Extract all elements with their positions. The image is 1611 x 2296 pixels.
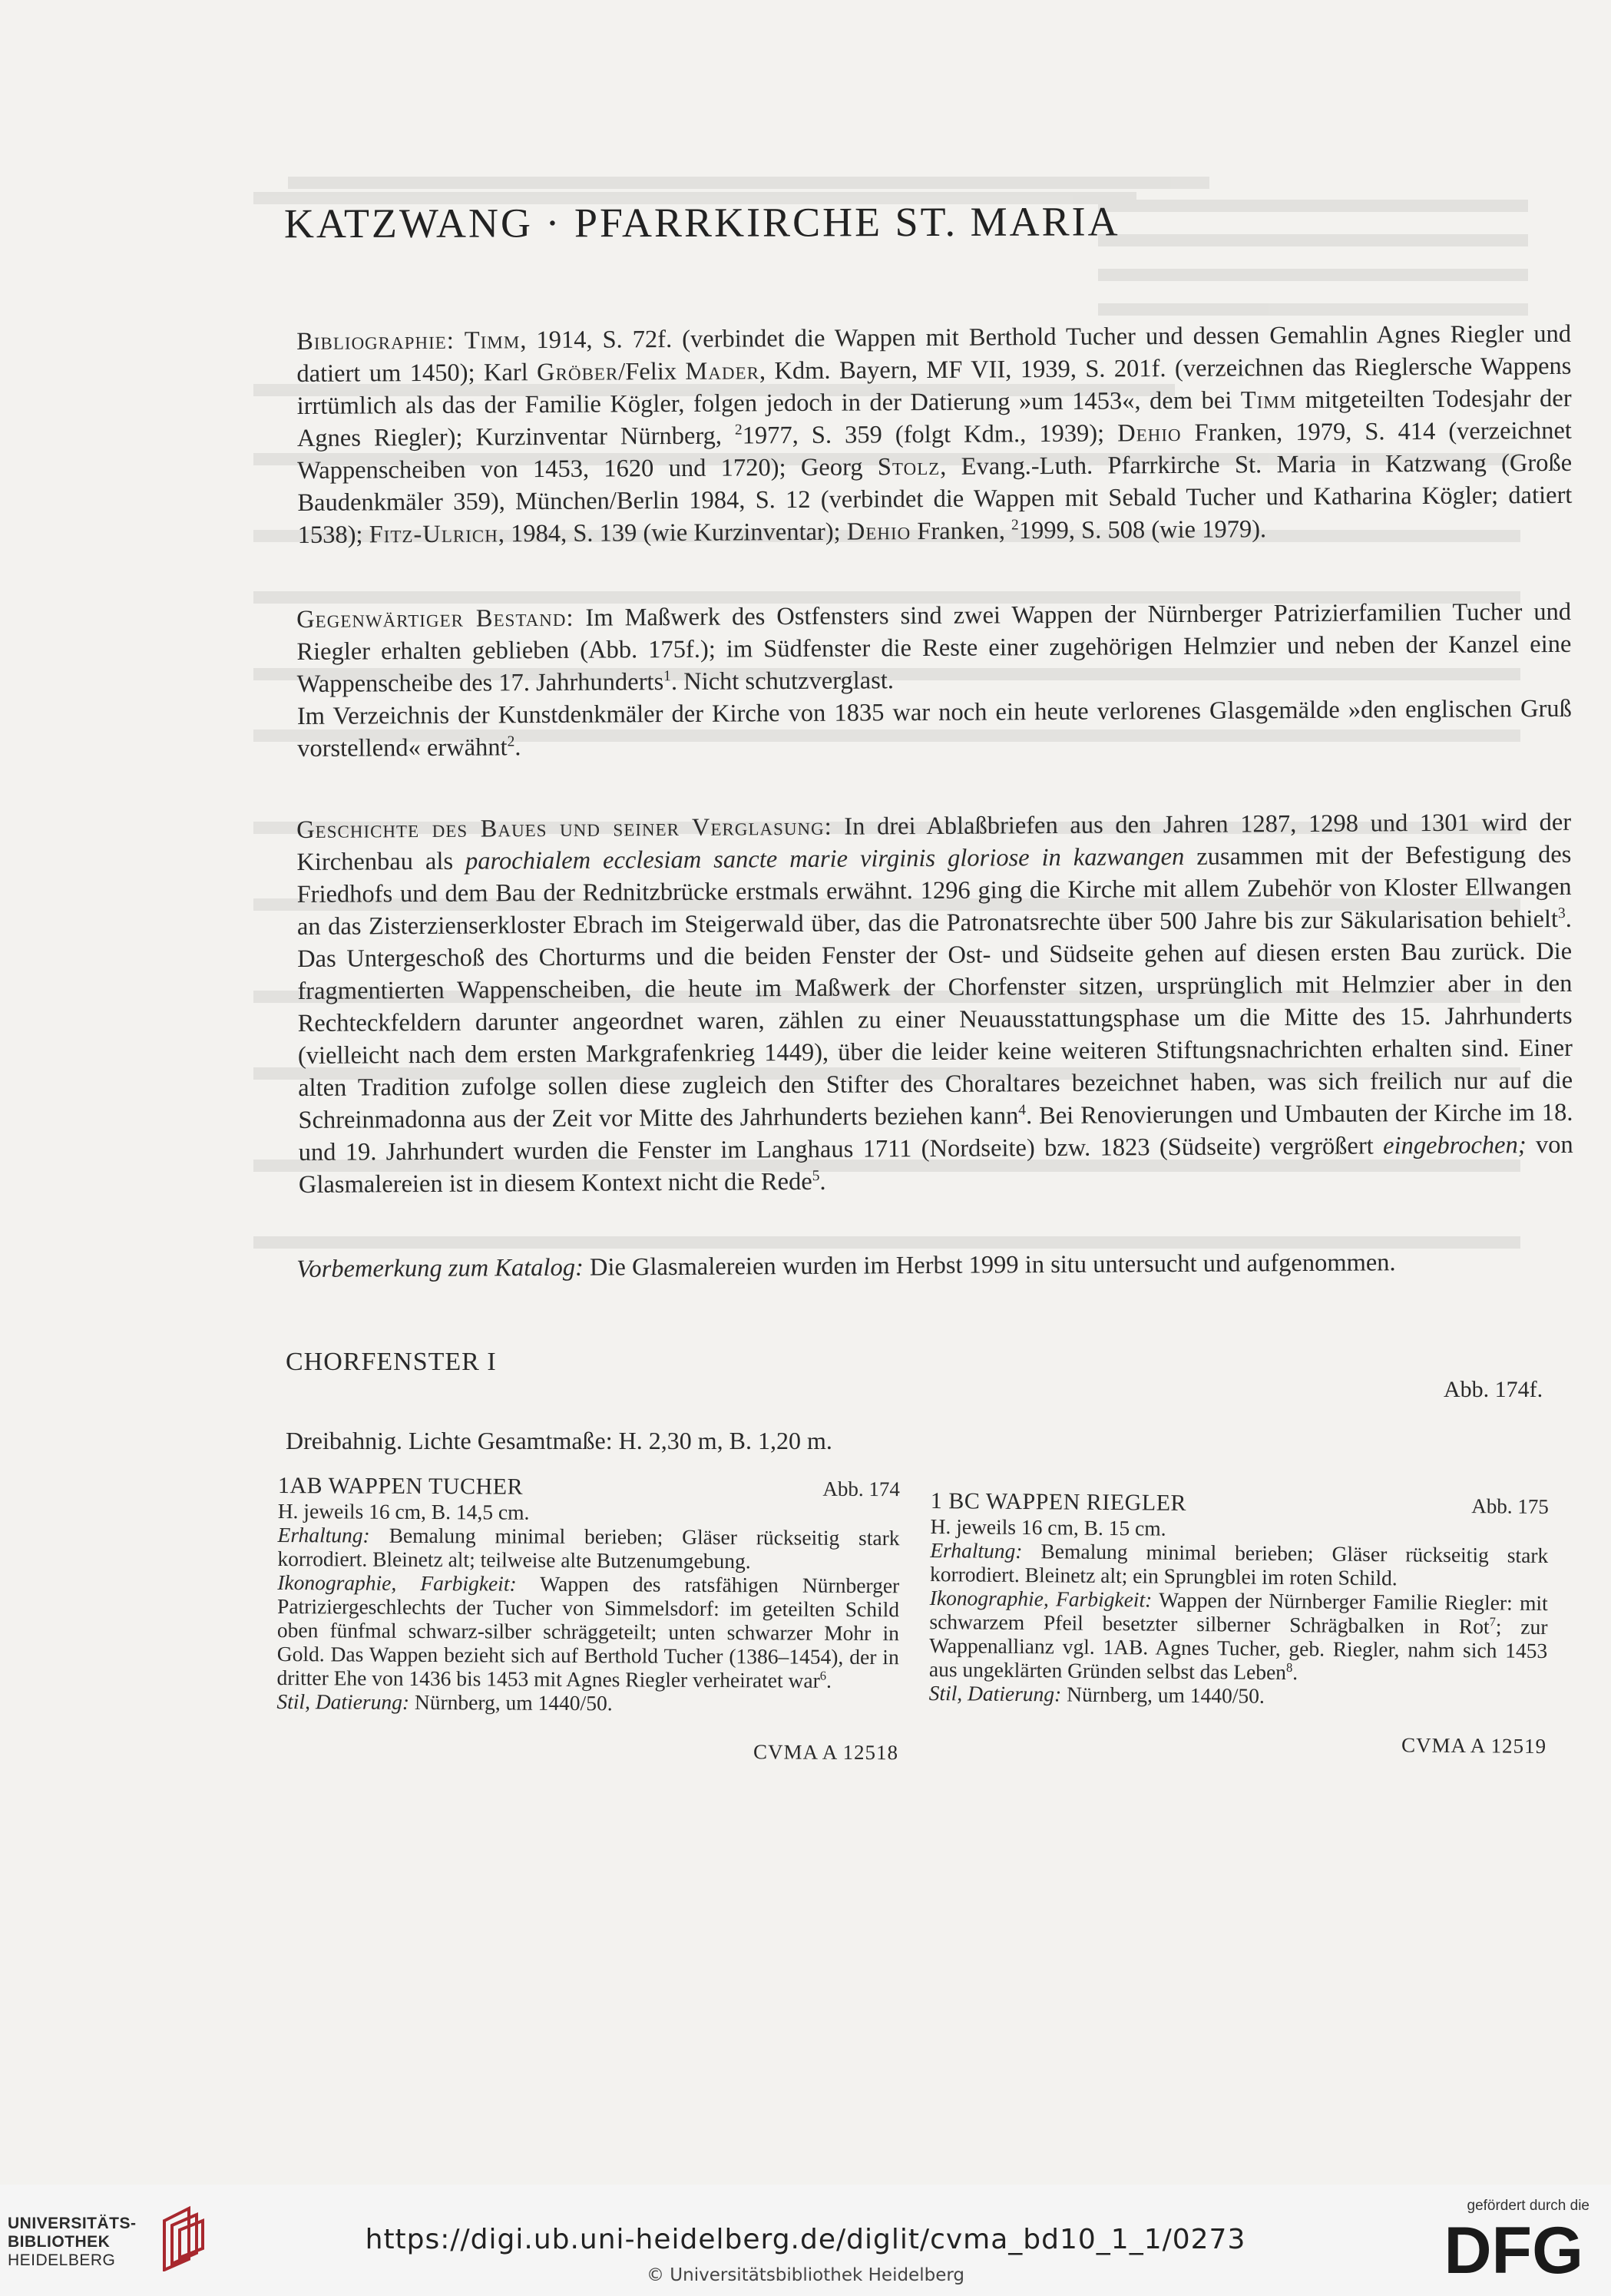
bibliography-paragraph: Bibliographie: Timm, 1914, S. 72f. (verbindet die Wappen mit Berthold Tucher und dessen Gemahlin Agnes Riegler und datiert um 1450); Karl Gröber/Felix Mader, Kdm. Bayern, MF VII, 1939, S. 201f. (verzeichnen das Rieglersche Wappens irrtümlich als das der Familie Kögler, folgen jedoch in der Datierung »um 1453«, dem bei Timm mitgeteilten Todesjahr der Agnes Riegler); Kurzinventar Nürnberg, $^2$1977, S. 359 (folgt Kdm., 1939); Dehio Franken, 1979, S. 414 (verzeichnet Wappenscheiben von 1453, 1620 und 1720); Georg Stolz, Evang.-Luth. Pfarrkirche St. Maria in Katzwang (Große Baudenkmäler 359), München/Berlin 1984, S. 12 (verbindet die Wappen mit Sebald Tucher und Katharina Kögler; datiert 1538); Fitz-Ulrich, 1984, S. 139 (wie Kurzinventar); Dehio Franken, $^2$1999, S. 508 (wie 1979). (296, 319, 1573, 549)
section-figure-ref: Abb. 174f. (1444, 1377, 1543, 1402)
bleed-through-line (1098, 303, 1528, 316)
entry-stil: Stil, Datierung: Nürnberg, um 1440/50. (276, 1689, 613, 1715)
catalog-entry-riegler (928, 1488, 1549, 1758)
entry-ikonographie: Ikonographie, Farbigkeit: Wappen der Nürnberger Familie Riegler: mit schwarzem Pfeil besetzter silberner Schrägbalken in Rot$^7$; zur Wappenallianz vgl. 1AB. Agnes Tucher, geb. Riegler, nahm sich 1453 aus ungeklärten Gründen selbst das Leben$^8$. (928, 1585, 1548, 1685)
vorbemerkung-paragraph: Vorbemerkung zum Katalog: Die Glasmalereien wurden im Herbst 1999 in situ untersucht und aufgenommen. (296, 1249, 1396, 1283)
entry-erhaltung: Erhaltung: Bemalung minimal berieben; Gläser rückseitig stark korrodiert. Bleinetz alt; ein Sprungblei im roten Schild. (929, 1537, 1549, 1590)
copyright-notice: © Universitätsbibliothek Heidelberg (646, 2265, 964, 2285)
section-heading: CHORFENSTER I (286, 1348, 497, 1376)
library-logo[interactable]: UNIVERSITÄTS- BIBLIOTHEK HEIDELBERG (8, 2215, 137, 2269)
geschichte-paragraph: Geschichte des Baues und seiner Verglasung: In drei Ablaßbriefen aus den Jahren 1287, 1298 und 1301 wird der Kirchenbau als parochialem ecclesiam sancte marie virginis gloriose in kazwangen zusammen mit der Befestigung des Friedhofs und dem Bau der Rednitzbrücke erstmals erwähnt. 1296 ging die Kirche mit allem Zubehör von Kloster Ellwangen an das Zisterzienserkloster Ebrach im Steigerwald über, das die Patronatsrechte über 500 Jahre bis zur Säkularisation behielt$^3$. Das Untergeschoß des Chorturms und die beiden Fenster der Ost- und Südseite gehen auf diesen ersten Bau zurück. Die fragmentierten Wappenscheiben, die heute im Maßwerk der Chorfenster sitzen, ursprünglich mit Helmzier aber in den Rechteckfeldern darunter angeordnet waren, zählen zu einer Neuausstattungsphase um die Mitte des 15. Jahrhunderts (vielleicht nach dem ersten Markgrafenkrieg 1449), über die leider keine weiteren Stiftungsnachrichten erhalten sind. Einer alten Tradition zufolge sollen diese zugleich den Stifter des Choraltares bezeichnet haben, was sich freilich nur auf die Schreinmadonna aus der Zeit vor Mitte des Jahrhunderts beziehen kann$^4$. Bei Renovierungen und Umbauten der Kirche im 18. und 19. Jahrhundert wurden die Fenster im Langhaus 1711 (Nordseite) bzw. 1823 (Südseite) vergrößert eingebrochen; von Glasmalereien ist in diesem Kontext nicht die Rede$^5$. (296, 808, 1573, 1199)
permalink-url[interactable]: https://digi.ub.uni-heidelberg.de/diglit/cvma_bd10_1_1/0273 (365, 2224, 1246, 2255)
entry-header (278, 1473, 900, 1502)
bleed-through-line (1098, 269, 1528, 281)
page-title: KATZWANG · PFARRKIRCHE ST. MARIA (283, 198, 1120, 247)
bleed-through-line (288, 177, 1209, 189)
entry-figure-ref: Abb. 175 (1471, 1494, 1549, 1519)
dfg-logo-icon[interactable] (1433, 2218, 1586, 2282)
dfg-logo-text: DFG (1444, 2218, 1583, 2279)
cvma-number: CVMA A 12518 (753, 1740, 899, 1765)
funding-note: gefördert durch die (1467, 2198, 1589, 2214)
bestand-paragraph: Gegenwärtiger Bestand: Im Maßwerk des Ostfensters sind zwei Wappen der Nürnberger Patrizierfamilien Tucher und Riegler erhalten geblieben (Abb. 175f.); im Südfenster die Reste einer zugehörigen Helmzier und neben der Kanzel eine Wappenscheibe des 17. Jahrhunderts$^1$. Nicht schutzverglast. Im Verzeichnis der Kunstdenkmäler der Kirche von 1835 war noch ein heute verlorenes Glasgemälde »den englischen Gruß vorstellend« erwähnt$^2$. (296, 597, 1572, 763)
entry-erhaltung: Erhaltung: Bemalung minimal berieben; Gläser rückseitig stark korrodiert. Bleinetz alt; teilweise alte Butzenumgebung. (277, 1522, 900, 1573)
dimensions-line: Dreibahnig. Lichte Gesamtmaße: H. 2,30 m, B. 1,20 m. (286, 1427, 832, 1454)
catalog-entry-tucher (276, 1473, 900, 1765)
entry-title: 1AB WAPPEN TUCHER (277, 1473, 524, 1500)
entry-size: H. jeweils 16 cm, B. 14,5 cm. (277, 1498, 530, 1524)
entry-ikonographie: Ikonographie, Farbigkeit: Wappen des ratsfähigen Nürnberger Patriziergeschlechts der Tucher von Simmelsdorf: im geteilten Schild oben fünfmal schwarz-silber schräggeteilt; unten schwarzer Mohr in Gold. Das Wappen bezieht sich auf Berthold Tucher (1386–1454), der in dritter Ehe von 1436 bis 1453 mit Agnes Riegler verheiratet war$^6$. (276, 1570, 900, 1692)
entry-figure-ref: Abb. 174 (822, 1477, 900, 1501)
cvma-number: CVMA A 12519 (1401, 1733, 1547, 1758)
entry-title: 1 BC WAPPEN RIEGLER (930, 1488, 1187, 1516)
entry-size: H. jeweils 16 cm, B. 15 cm. (930, 1514, 1166, 1540)
entry-stil: Stil, Datierung: Nürnberg, um 1440/50. (928, 1680, 1265, 1708)
